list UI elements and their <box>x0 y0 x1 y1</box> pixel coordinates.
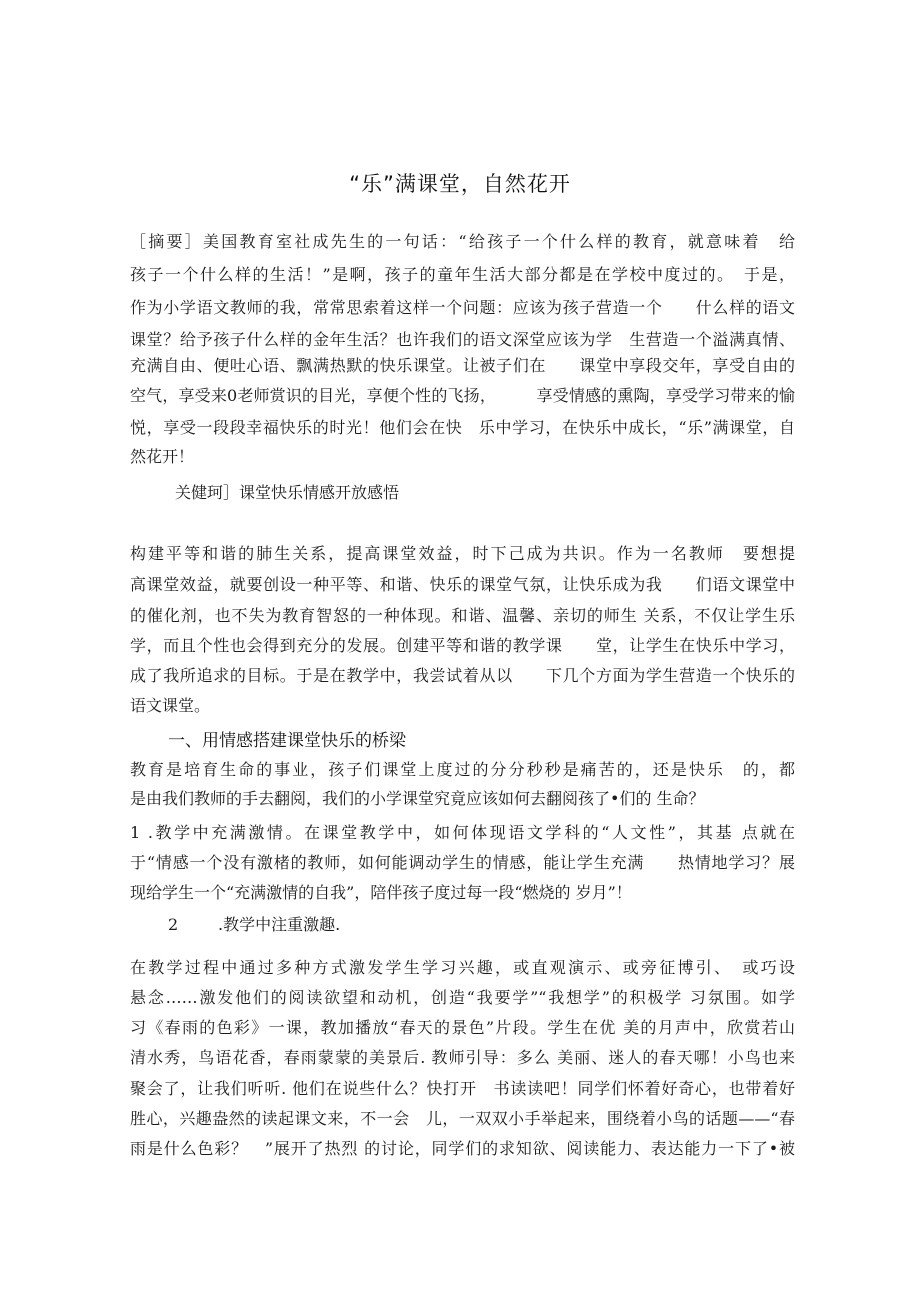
paragraph-line: 是由我们教师的手去翻阅，我们的小学课堂究竟应该如何去翻阅孩了•们的 生命？ <box>130 789 705 808</box>
item2-line: 清水秀，鸟语花香，春雨蒙蒙的美景后. 教师引导：多么 美丽、迷人的春天哪！小鸟也来 <box>130 1048 795 1067</box>
item2-line: 悬念……激发他们的阅读欲望和动机，创造“我要学”“我想学”的积极学 习氛围。如学 <box>130 988 795 1007</box>
item1-line: 现给学生一个“充满激情的自我”，陪伴孩子度过每一段“燃烧的 岁月”！ <box>130 883 632 902</box>
intro-line: 的催化剂，也不失为教育智怒的一种体现。和谐、温馨、亲切的师生 关系，不仅让学生乐 <box>130 606 795 625</box>
item2-line: 聚会了，让我们听听. 他们在说些什么？快打开 书读读吧！同学们怀着好奇心，也带着好 <box>130 1079 795 1098</box>
abstract-line: 充满自由、便吐心语、飘满热默的快乐课堂。让被子们在 课堂中享段交年，享受自由的 <box>130 356 795 375</box>
intro-line: 成了我所追求的目标。于是在教学中，我尝试着从以 下几个方面为学生营造一个快乐的 <box>130 666 795 685</box>
item2-number: 2 <box>168 915 179 934</box>
section-heading: 一、用情感搭建课堂快乐的桥梁 <box>168 731 406 751</box>
intro-line: 构建平等和谐的肺生关系，提高课堂效益，时下己成为共识。作为一名教师 要想提 <box>130 544 795 563</box>
abstract-line: ［摘要］美国教育室社成先生的一句话：“给孩子一个什么样的教育，就意味着 给 <box>130 232 795 251</box>
page-title: “乐”满课堂，自然花开 <box>349 172 571 196</box>
item2-line: 雨是什么色彩？ ”展开了热烈 的讨论，同学们的求知欲、阅读能力、表达能力一下了•被 <box>130 1139 795 1158</box>
item2-line: 习《春雨的色彩》一课，教加播放“春天的景色”片段。学生在优 美的月声中，欣赏若山 <box>130 1018 795 1037</box>
abstract-line: 空气，享受来0老师赏识的目光，享便个性的飞扬， 享受情感的熏陶，享受学习带来的愉 <box>130 386 795 405</box>
intro-line: 高课堂效益，就要创设一种平等、和谐、快乐的课堂气氛，让快乐成为我 们语文课堂中 <box>130 575 795 594</box>
item1-line: 1 .教学中充满激情。在课堂教学中，如何体现语文学科的“人文性”，其基 点就在 <box>130 823 795 842</box>
item2-title: .教学中注重激趣. <box>218 915 341 934</box>
paragraph-line: 教育是培育生命的事业，孩子们课堂上度过的分分秒秒是痛苦的，还是快乐 的，都 <box>130 760 795 779</box>
intro-line: 语文课堂。 <box>130 696 211 715</box>
abstract-line: 然花开！ <box>130 447 195 466</box>
item2-line: 胜心，兴趣盎然的读起课文来，不一会 儿，一双双小手举起来，围绕着小鸟的话题——“春 <box>130 1109 795 1128</box>
abstract-line: 悦，享受一段段幸福快乐的时光！他们会在快 乐中学习，在快乐中成长，“乐”满课堂，自 <box>130 418 795 437</box>
intro-line: 学，而且个性也会得到充分的发展。创建平等和谐的教学课 堂，让学生在快乐中学习， <box>130 636 795 655</box>
keywords: 关健珂］课堂快乐情感开放感悟 <box>175 483 400 502</box>
item2-line: 在教学过程中通过多种方式激发学生学习兴趣，或直观演示、或旁征博引、 或巧设 <box>130 958 795 977</box>
abstract-line: 孩子一个什么样的生活！”是啊，孩子的童年生活大部分都是在学校中度过的。 于是， <box>130 265 795 284</box>
abstract-line: 作为小学语文教师的我，常常思索着这样一个问题：应该为孩子营造一个 什么样的语文 <box>130 298 795 317</box>
abstract-line: 课堂？给予孩子什么样的金年生活？也许我们的语文深堂应该为学 生营造一个溢满真情、 <box>130 330 795 349</box>
item1-line: 于“情感一个没有激楮的教师，如何能调动学生的情感，能让学生充满 热情地学习？展 <box>130 853 795 872</box>
